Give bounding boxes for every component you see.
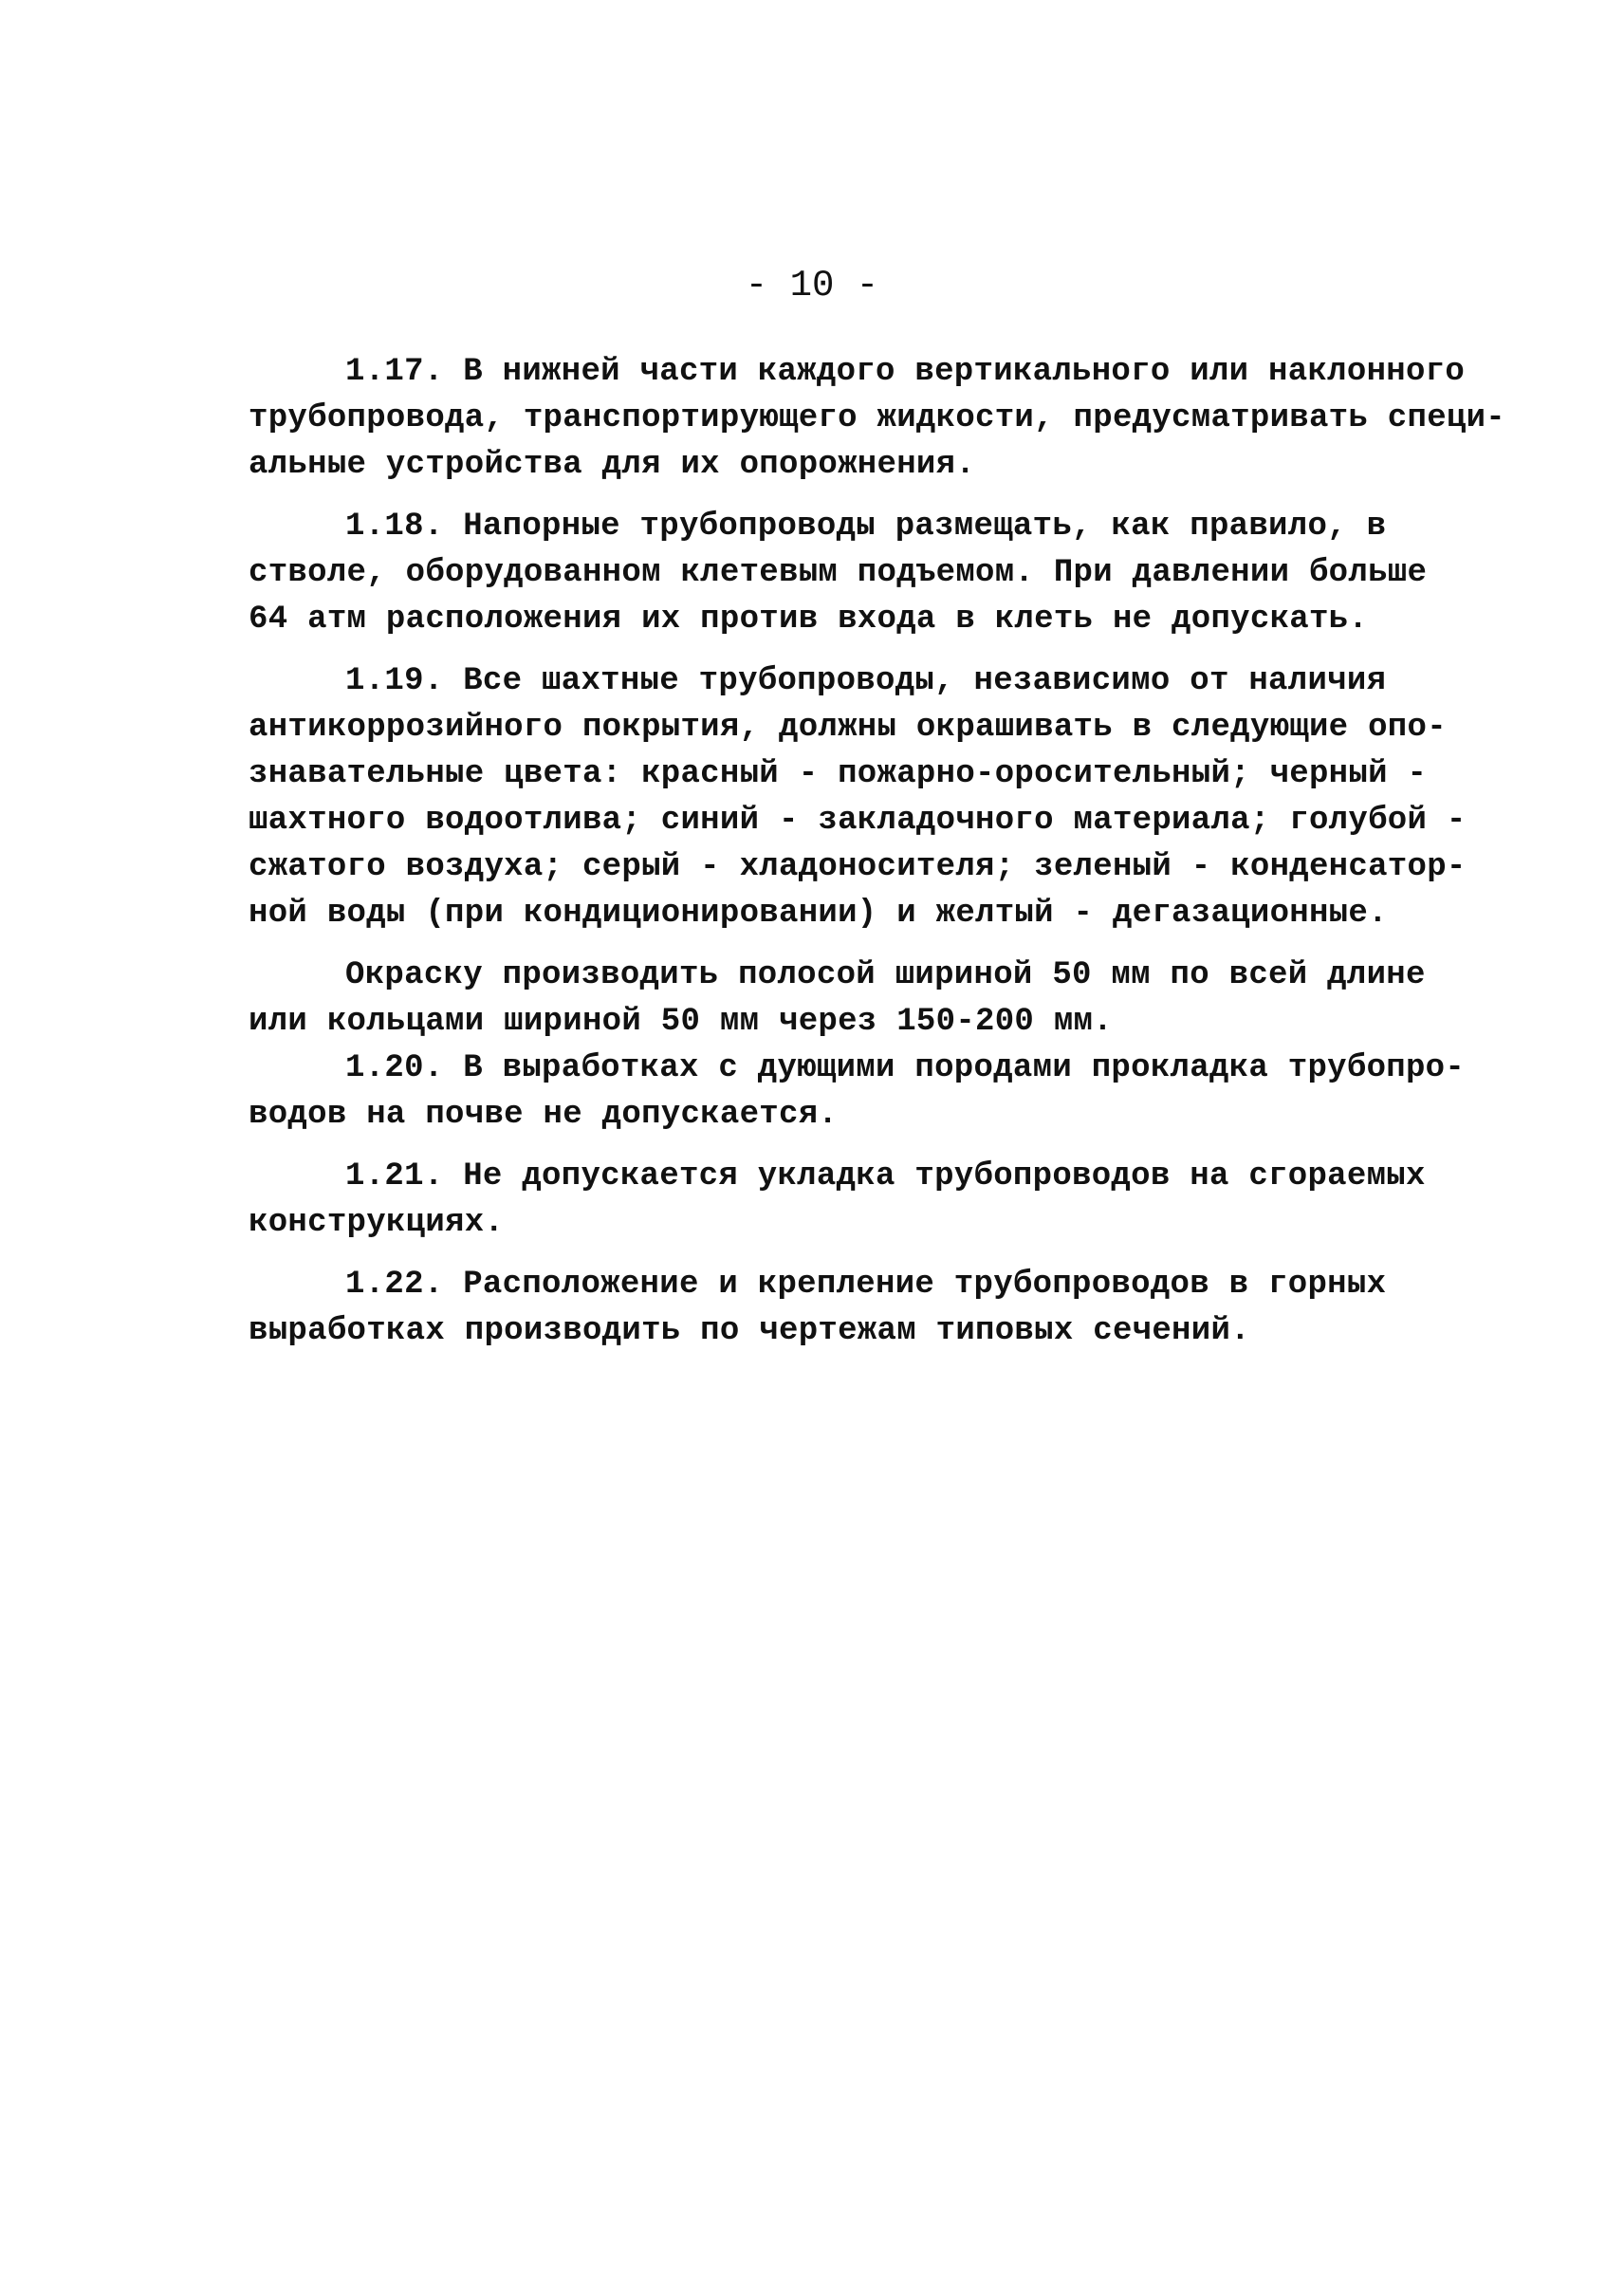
- text-line: сжатого воздуха; серый - хладоносителя; зеленый - конденсатор-: [249, 849, 1467, 885]
- text-line: 1.17. В нижней части каждого вертикального или наклонного: [345, 354, 1466, 390]
- text-line: знавательные цвета: красный - пожарно-оросительный; черный -: [249, 756, 1428, 792]
- text-line: 1.19. Все шахтные трубопроводы, независимо от наличия: [345, 663, 1387, 699]
- text-line: антикоррозийного покрытия, должны окрашивать в следующие опо-: [249, 710, 1447, 746]
- text-line: альные устройства для их опорожнения.: [249, 447, 976, 483]
- text-line: Окраску производить полосой шириной 50 мм по всей длине: [345, 957, 1426, 993]
- text-line: или кольцами шириной 50 мм через 150-200 мм.: [249, 1004, 1113, 1040]
- text-line: конструкциях.: [249, 1205, 505, 1241]
- text-line: 1.20. В выработках с дующими породами прокладка трубопро-: [345, 1050, 1466, 1086]
- paragraph-1-20: [249, 1046, 1466, 1139]
- paragraph-1-22: [249, 1262, 1444, 1355]
- text-line: шахтного водоотлива; синий - закладочного материала; голубой -: [249, 803, 1467, 839]
- text-line: стволе, оборудованном клетевым подъемом. При давлении больше: [249, 555, 1428, 591]
- paragraph-1-17: [249, 349, 1506, 489]
- text-line: трубопровода, транспортирующего жидкости, предусматривать специ-: [249, 400, 1506, 436]
- page-number: - 10 -: [745, 265, 879, 306]
- text-line: 64 атм расположения их против входа в клеть не допускать.: [249, 602, 1369, 638]
- paragraph-1-19: [249, 658, 1467, 937]
- text-line: 1.18. Напорные трубопроводы размещать, как правило, в: [345, 509, 1387, 545]
- paragraph-1-21: [249, 1154, 1444, 1247]
- text-line: 1.21. Не допускается укладка трубопроводов на сгораемых: [345, 1158, 1426, 1194]
- paragraph-1-18: [249, 504, 1444, 643]
- text-line: ной воды (при кондиционировании) и желтый - дегазационные.: [249, 896, 1388, 932]
- document-body: [249, 349, 1506, 1355]
- paragraph-paint: [249, 953, 1444, 1046]
- text-line: 1.22. Расположение и крепление трубопроводов в горных: [345, 1267, 1387, 1303]
- text-line: водов на почве не допускается.: [249, 1097, 839, 1133]
- text-line: выработках производить по чертежам типовых сечений.: [249, 1313, 1250, 1349]
